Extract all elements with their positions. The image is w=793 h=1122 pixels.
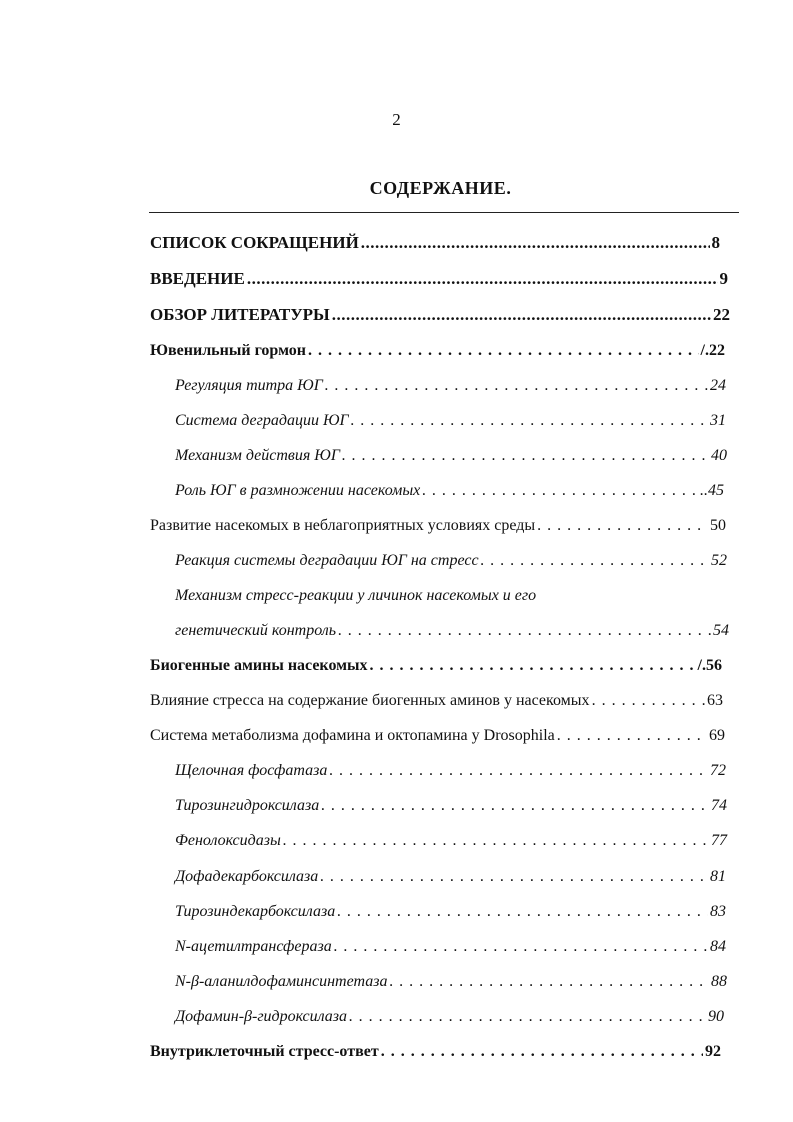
toc-entry-jh-titer-regulation[interactable] [175, 375, 726, 397]
dot-leader [389, 971, 709, 993]
toc-entry-label: Тирозиндекарбоксилаза [175, 903, 336, 920]
toc-entry-page: 84 [710, 938, 726, 955]
toc-entry-label: N-ацетилтрансфераза [175, 938, 332, 955]
toc-entry-label: Дофамин-β-гидроксилаза [175, 1008, 348, 1025]
toc-entry-page: 72 [710, 762, 726, 779]
toc-entry-page: 8 [711, 233, 720, 252]
dot-leader [337, 901, 708, 923]
toc-entry-label: Влияние стресса на содержание биогенных аминов у насекомых [150, 692, 590, 709]
toc-entry-metabolism-system[interactable] [150, 725, 725, 747]
toc-entry-label: Регуляция титра ЮГ [175, 377, 323, 394]
dot-leader [320, 866, 708, 888]
toc-entry-juvenile-hormone[interactable] [150, 340, 725, 362]
dot-leader [329, 760, 708, 782]
toc-entry-label: Биогенные амины насекомых [150, 657, 368, 674]
toc-entry-dopa-decarboxylase[interactable] [175, 866, 726, 888]
toc-entry-page: 88 [711, 973, 727, 990]
toc-entry-label: ОБЗОР ЛИТЕРАТУРЫ [150, 305, 330, 324]
dot-leader [342, 445, 709, 467]
toc-entry-label: Внутриклеточный стресс-ответ [150, 1043, 379, 1060]
dot-leader [334, 936, 708, 958]
toc-entry-label: Ювенильный гормон [150, 342, 306, 359]
toc-entry-page: 50 [710, 517, 726, 534]
toc-entry-adverse-conditions[interactable] [150, 515, 726, 537]
toc-entry-page: 31 [710, 412, 726, 429]
toc-entry-page: 83 [710, 903, 726, 920]
toc-entry-stress-mechanism[interactable]: Механизм стресс-реакции у личинок насекомых и его [175, 587, 537, 604]
toc-entry-page: /.22 [700, 342, 725, 359]
toc-entry-label: Роль ЮГ в размножении насекомых [175, 482, 421, 499]
dot-leader [321, 795, 709, 817]
toc-entry-label: генетический контроль [175, 622, 337, 639]
toc-entry-label: Развитие насекомых в неблагоприятных условиях среды [150, 517, 536, 534]
toc-entry-beta-alanyl-dopamine-synthetase[interactable] [175, 971, 727, 993]
toc-entry-alkaline-phosphatase[interactable] [175, 760, 726, 782]
dot-leader [361, 232, 710, 254]
page-number: 2 [392, 110, 401, 129]
toc-entry-jh-degradation-system[interactable] [175, 410, 726, 432]
dot-leader [481, 550, 709, 572]
toc-entry-page: 74 [711, 797, 727, 814]
toc-entry-literature-review[interactable] [150, 304, 730, 326]
toc-entry-label: СПИСОК СОКРАЩЕНИЙ [150, 233, 359, 252]
toc-entry-page: /.56 [697, 657, 722, 674]
toc-entry-n-acetyltransferase[interactable] [175, 936, 726, 958]
toc-entry-page: 69 [709, 727, 725, 744]
dot-leader [349, 1006, 706, 1028]
toc-entry-page: 54 [713, 622, 729, 639]
dot-leader [370, 655, 696, 677]
toc-entry-page: 63 [707, 692, 723, 709]
toc-entry-jh-reproduction[interactable] [175, 480, 724, 502]
toc-entry-label: Система метаболизма дофамина и октопамина у Drosophila [150, 727, 555, 744]
dot-leader [537, 515, 708, 537]
toc-entry-page: 77 [711, 832, 727, 849]
page-title: СОДЕРЖАНИЕ. [369, 178, 512, 198]
toc-entry-page: 92 [705, 1043, 721, 1060]
dot-leader [308, 340, 699, 362]
dot-leader [325, 375, 708, 397]
dot-leader [338, 620, 711, 642]
toc-entry-page: 81 [710, 868, 726, 885]
toc-entry-page: 9 [719, 269, 728, 288]
toc-entry-stress-amines[interactable] [150, 690, 723, 712]
toc-entry-dopamine-beta-hydroxylase[interactable] [175, 1006, 724, 1028]
toc-entry-tyrosine-decarboxylase[interactable] [175, 901, 726, 923]
toc-entry-page: 52 [711, 552, 727, 569]
toc-entry-stress-reaction[interactable] [175, 550, 727, 572]
dot-leader [381, 1041, 703, 1063]
toc-entry-label: Механизм действия ЮГ [175, 447, 340, 464]
toc-entry-phenoloxidases[interactable] [175, 830, 727, 852]
dot-leader [283, 830, 709, 852]
toc-entry-label: Тирозингидроксилаза [175, 797, 320, 814]
toc-entry-abbreviations[interactable] [150, 232, 720, 254]
toc-entry-genetic-control[interactable] [175, 620, 729, 642]
dot-leader [351, 410, 708, 432]
toc-entry-label: Щелочная фосфатаза [175, 762, 328, 779]
toc-entry-jh-mechanism[interactable] [175, 445, 727, 467]
dot-leader [557, 725, 707, 747]
dot-leader [422, 480, 698, 502]
toc-entry-introduction[interactable] [150, 268, 728, 290]
toc-entry-page: 24 [710, 377, 726, 394]
toc-entry-label: Дофадекарбоксилаза [175, 868, 319, 885]
toc-entry-biogenic-amines[interactable] [150, 655, 722, 677]
toc-entry-tyrosine-hydroxylase[interactable] [175, 795, 727, 817]
toc-entry-page: 22 [713, 305, 730, 324]
dot-leader [247, 268, 718, 290]
toc-entry-intracellular-stress[interactable] [150, 1041, 721, 1063]
toc-entry-page: 90 [708, 1008, 724, 1025]
toc-entry-label: Система деградации ЮГ [175, 412, 349, 429]
dot-leader [592, 690, 705, 712]
toc-entry-label: Фенолоксидазы [175, 832, 281, 849]
toc-entry-page: ..45 [700, 482, 724, 499]
toc-entry-page: 40 [711, 447, 727, 464]
dot-leader [332, 304, 711, 326]
toc-entry-label: N-β-аланилдофаминсинтетаза [175, 973, 388, 990]
toc-entry-label: ВВЕДЕНИЕ [150, 269, 245, 288]
toc-entry-label: Реакция системы деградации ЮГ на стресс [175, 552, 479, 569]
